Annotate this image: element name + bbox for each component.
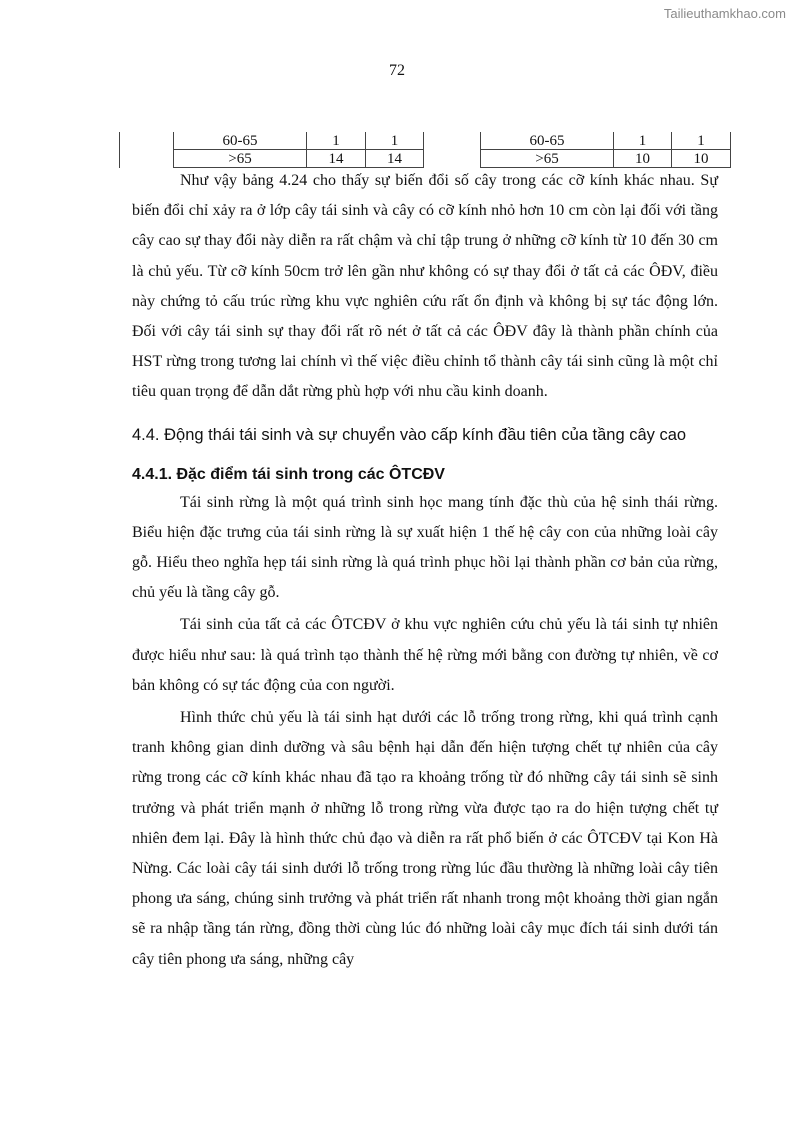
table-cell: 1 bbox=[307, 132, 366, 150]
table-cell: >65 bbox=[174, 150, 307, 168]
table-cell: 10 bbox=[672, 150, 731, 168]
paragraph: Tái sinh của tất cả các ÔTCĐV ở khu vực nghiên cứu chủ yếu là tái sinh tự nhiên được hiểu như sau: là quá trình tạo thành thế hệ rừng mới bằng con đường tự nhiên, về cơ bản không có sự tác động của con người. bbox=[132, 616, 718, 694]
table-row bbox=[120, 132, 731, 150]
paragraph: Hình thức chủ yếu là tái sinh hạt dưới các lỗ trống trong rừng, khi quá trình cạnh tranh không gian dinh dưỡng và sâu bệnh hại dẫn đến hiện tượng chết tự nhiên của cây rừng trong các cỡ kính khác nhau đã tạo ra khoảng trống từ đó những cây tái sinh sẽ sinh trưởng và phát triển mạnh ở những lỗ trong rừng vừa được tạo ra do hiện tượng chết tự nhiên đem lại. Đây là hình thức chủ đạo và diễn ra rất phổ biến ở các ÔTCĐV tại Kon Hà Nừng. Các loài cây tái sinh dưới lỗ trống trong rừng lúc đầu thường là những loài cây tiên phong ưa sáng, chúng sinh trưởng và phát triển rất nhanh trong một khoảng thời gian ngắn sẽ ra nhập tầng tán rừng, đồng thời cùng lúc đó những loài cây mục đích tái sinh dưới tán cây tiên phong ưa sáng, những cây bbox=[132, 709, 718, 968]
table-cell: 1 bbox=[366, 132, 424, 150]
paragraph: Tái sinh rừng là một quá trình sinh học mang tính đặc thù của hệ sinh thái rừng. Biểu hiện đặc trưng của tái sinh rừng là sự xuất hiện 1 thế hệ cây con của những loài cây gỗ. Hiểu theo nghĩa hẹp tái sinh rừng là quá trình phục hồi lại thành phần cơ bản của rừng, chủ yếu là tầng cây gỗ. bbox=[132, 493, 718, 602]
table-cell: 10 bbox=[614, 150, 672, 168]
table-cell: 60-65 bbox=[481, 132, 614, 150]
table-row bbox=[120, 150, 731, 168]
table-cell bbox=[120, 132, 174, 150]
table-cell: 14 bbox=[307, 150, 366, 168]
table-cell bbox=[120, 150, 174, 168]
table-cell: 1 bbox=[672, 132, 731, 150]
table-cell bbox=[424, 150, 481, 168]
watermark: Tailieuthamkhao.com bbox=[663, 6, 786, 21]
section-heading: 4.4. Động thái tái sinh và sự chuyển vào cấp kính đầu tiên của tầng cây cao bbox=[132, 425, 687, 444]
page-number: 72 bbox=[389, 62, 405, 79]
paragraph: Như vậy bảng 4.24 cho thấy sự biến đổi số cây trong các cỡ kính khác nhau. Sự biến đổi chỉ xảy ra ở lớp cây tái sinh và cây có cỡ kính nhỏ hơn 10 cm còn lại đối với tầng cây cao sự thay đổi này diễn ra rất chậm và chỉ tập trung ở những cỡ kính từ 10 đến 30 cm là chủ yếu. Từ cỡ kính 50cm trở lên gần như không có sự thay đổi ở tất cả các ÔĐV, điều này chứng tỏ cấu trúc rừng khu vực nghiên cứu rất ổn định và không bị sự tác động lớn. Đối với cây tái sinh sự thay đổi rất rõ nét ở tất cả các ÔĐV đây là thành phần chính của HST rừng trong tương lai chính vì thế việc điều chỉnh tổ thành cây tái sinh cũng là một chỉ tiêu quan trọng để dẫn dắt rừng phù hợp với nhu cầu kinh doanh. bbox=[132, 172, 718, 401]
table-cell: 60-65 bbox=[174, 132, 307, 150]
subsection-heading: 4.4.1. Đặc điểm tái sinh trong các ÔTCĐV bbox=[132, 465, 445, 483]
table-cell: >65 bbox=[481, 150, 614, 168]
table-cell: 1 bbox=[614, 132, 672, 150]
table-cell: 14 bbox=[366, 150, 424, 168]
table-fragment bbox=[119, 132, 731, 168]
document-body bbox=[132, 166, 718, 975]
table-cell bbox=[424, 132, 481, 150]
